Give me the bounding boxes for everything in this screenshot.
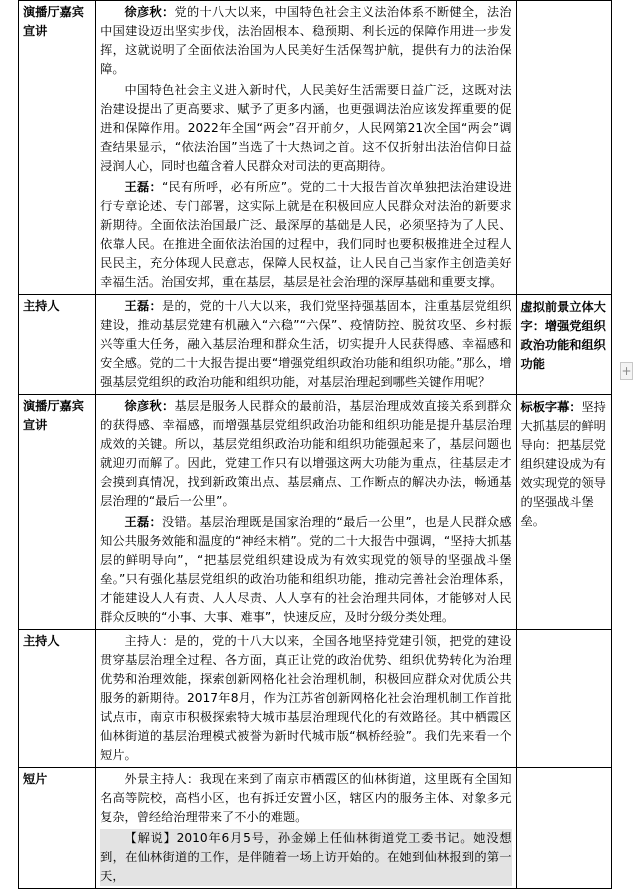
side-note-text: 坚持大抓基层的鲜明导向：把基层党组织建设成为有效实现党的领导的坚强战斗堡垒。 [520,400,606,528]
table-row [19,1,612,295]
paragraph-text: “民有所呼，必有所应”。党的二十大报告首次单独把法治建设进行专章论述、专门部署，这实际上就是在积极回应人民群众对法治的新要求新期待。全面依法治国最广泛、最深厚的基础是人民，必须坚持为了人民、依靠人民。在推进全面依法治国的过程中，我们同时也要积极推进全过程人民民主，充分体现人民意志，保障人民权益，让人民自己当家作主创造美好幸福生活。治国安邦，重在基层，基层是社会治理的深厚基础和重要支撑。 [100,180,512,289]
script-paragraph [100,81,511,176]
paragraph-text: 主持人：是的，党的十八大以来，全国各地坚持党建引领，把党的建设贯穿基层治理全过程、各方面，真正让党的政治优势、组织优势转化为治理优势和治理效能，探索创新网格化社会治理机制，积极回应群众对优质公共服务的新期待。2017年8月，作为江苏省创新网格化社会治理机制工作首批试点市，南京市积极探索特大城市基层治理现代化的有效路径。其中栖霞区仙林街道的基层治理模式被誉为新时代城市版“枫桥经验”。我们先来看一个短片。 [100,634,512,762]
script-paragraph [100,3,511,79]
program-script-table [18,0,612,889]
script-paragraph [100,770,511,827]
role-cell: 主持人 [19,295,96,395]
expand-button[interactable]: + [621,364,632,378]
script-paragraph [100,829,511,886]
side-note-cell [516,1,611,295]
script-text-cell [96,768,516,889]
paragraph-text: 党的十八大以来，中国特色社会主义法治体系不断健全，法治中国建设迈出坚实步伐，法治固根本、稳预期、利长远的保障作用进一步发挥，这就说明了全面依法治国为人民美好生活保驾护航，提供有力的法治保障。 [100,5,512,76]
script-text-cell [96,295,516,395]
paragraph-text: 外景主持人：我现在来到了南京市栖霞区的仙林街道，这里既有全国知名高等院校，高档小区，也有拆迁安置小区，辖区内的服务主体、对象多元复杂，曾经给治理带来了不小的难题。 [100,772,512,824]
paragraph-text: 中国特色社会主义进入新时代，人民美好生活需要日益广泛，这既对法治建设提出了更高要求、赋予了更多内涵，也更强调法治应该发挥重要的促进和保障作用。2022年全国“两会”召开前夕，人民网第21次全国“两会”调查结果显示，“依法治国”当选了十大热词之首。这不仅折射出法治信仰日益浸润人心，同时也蕴含着人民群众对司法的更高期待。 [100,83,512,173]
narration-tag: 【解说】 [124,831,177,845]
script-paragraph [100,397,511,511]
role-cell: 主持人 [19,630,96,768]
role-cell: 演播厅嘉宾宣讲 [19,395,96,630]
table-row [19,768,612,889]
speaker-name: 王磊： [124,299,163,313]
side-note-cell [516,630,611,768]
paragraph-text: 基层是服务人民群众的最前沿，基层治理成效直接关系到群众的获得感、幸福感，而增强基层党组织政治功能和组织功能是提升基层治理成效的关键。所以，基层党组织政治功能和组织功能强起来了，基层问题也就迎刃而解了。因此，党建工作只有以增强这两大功能为重点，往基层走才会摸到真情况，找到新政策出点、基层痛点、工作断点的解决办法，畅通基层治理的“最后一公里”。 [100,399,512,508]
speaker-name: 徐彦秋： [124,5,175,19]
speaker-name: 王磊： [124,515,162,529]
role-cell: 短片 [19,768,96,889]
side-note-cell [516,768,611,889]
table-row [19,630,612,768]
script-text-cell [96,1,516,295]
side-note-label: 标板字幕： [520,400,582,414]
script-text-cell [96,395,516,630]
script-text-cell [96,630,516,768]
table-row [19,395,612,630]
table-row [19,295,612,395]
script-paragraph [100,178,511,292]
speaker-name: 王磊： [124,180,162,194]
script-paragraph [100,632,511,765]
speaker-name: 徐彦秋： [124,399,175,413]
paragraph-text: 2010年6月5号，孙金娣上任仙林街道党工委书记。她没想到，在仙林街道的工作，是伴随着一场上访开始的。在她到仙林报到的第一天， [100,831,512,883]
side-note-cell [516,295,611,395]
role-cell: 演播厅嘉宾宣讲 [19,1,96,295]
side-note-text: 虚拟前景立体大字：增强党组织政治功能和组织功能 [520,300,606,371]
paragraph-text: 没错。基层治理既是国家治理的“最后一公里”，也是人民群众感知公共服务效能和温度的“神经末梢”。党的二十大报告中强调，“坚持大抓基层的鲜明导向”，“把基层党组织建设成为有效实现党的领导的坚强战斗堡垒。”只有强化基层党组织的政治功能和组织功能，推动完善社会治理体系，才能建设人人有责、人人尽责、人人享有的社会治理共同体，才能够对人民群众反映的“小事、大事、难事”，快速反应，及时分级分类处理。 [100,515,512,624]
script-paragraph [100,297,511,392]
paragraph-text: 是的，党的十八大以来，我们党坚持强基固本，注重基层党组织建设，推动基层党建有机融入“六稳”“六保”、疫情防控、脱贫攻坚、乡村振兴等重大任务，融入基层治理和群众生活，切实提升人民获得感、幸福感和安全感。党的二十大报告提出要“增强党组织政治功能和组织功能。”那么，增强基层党组织的政治功能和组织功能，对基层治理起到哪些关键作用呢？ [100,299,512,389]
script-paragraph [100,513,511,627]
side-note-cell [516,395,611,630]
